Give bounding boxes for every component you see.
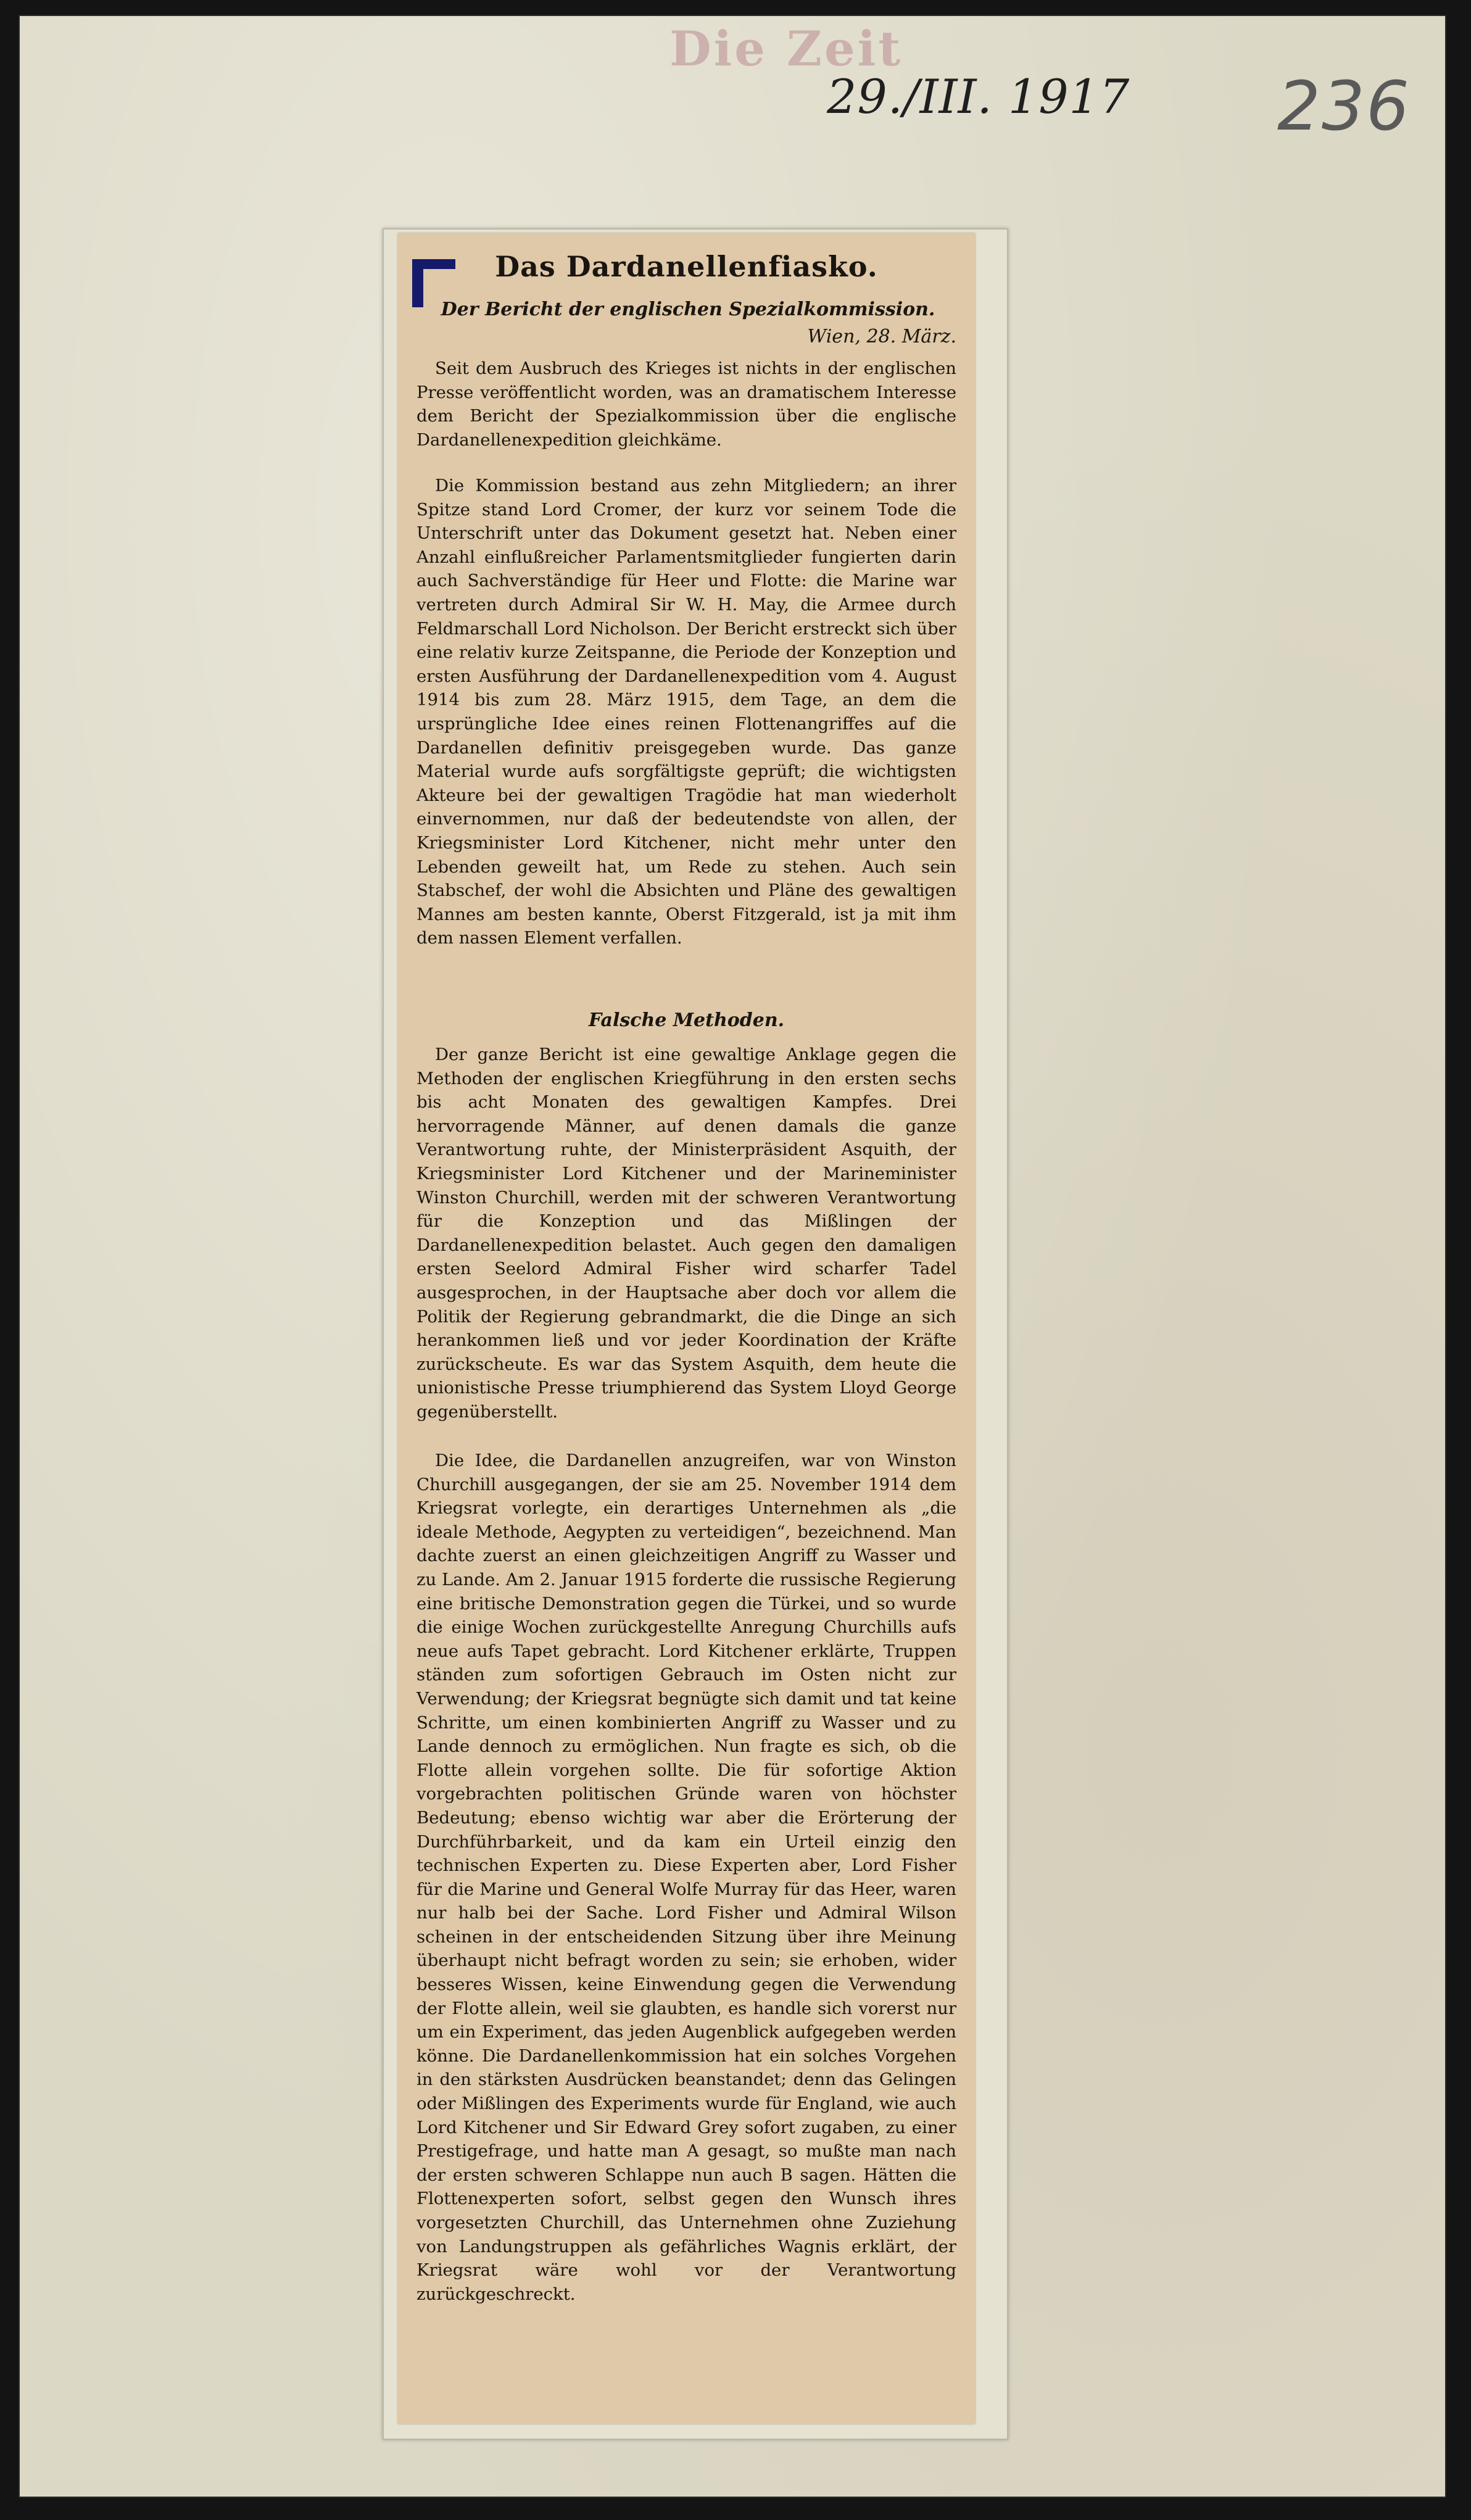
article-subtitle: Der Bericht der englischen Spezialkommission. [441,299,935,320]
page-number: 236 [1277,67,1411,146]
article-title: Das Dardanellenfiasko. [495,250,878,283]
newspaper-stamp: Die Zeit [669,21,903,77]
newspaper-clipping [398,233,975,2424]
blue-pencil-mark-top [412,259,455,269]
section-heading: Falsche Methoden. [588,1009,785,1031]
paragraph-4: Die Idee, die Dardanellen anzugreifen, war von Winston Churchill ausgegangen, der sie am 25. November 1914 dem Kriegsrat vorlegte, ein derartiges Unternehmen als „die ideale Methode, Aegypten zu verteidigen“, bezeichnend. Man dachte zuerst an einen gleichzeitigen Angriff zu Wasser und zu Lande. Am 2. Januar 1915 forderte die russische Regierung eine britische Demonstration gegen die Türkei, und so wurde die einige Wochen zurückgestellte Anregung Churchills aufs neue aufs Tapet gebracht. Lord Kitchener erklärte, Truppen ständen zum sofortigen Gebrauch im Osten nicht zur Verwendung; der Kriegsrat begnügte sich damit und tat keine Schritte, um einen kombinierten Angriff zu Wasser und zu Lande dennoch zu ermöglichen. Nun fragte es sich, ob die Flotte allein vorgehen sollte. Die für sofortige Aktion vorgebrachten politischen Gründe waren von höchster Bedeutung; ebenso wichtig war aber die Erörterung der Durchführbarkeit, und da kam ein Urteil einzig den technischen Experten zu. Diese Experten aber, Lord Fisher für die Marine und General Wolfe Murray für das Heer, waren nur halb bei der Sache. Lord Fisher und Admiral Wilson scheinen in der entscheidenden Sitzung über ihre Meinung überhaupt nicht befragt worden zu sein; sie erhoben, wider besseres Wissen, keine Einwendung gegen die Verwendung der Flotte allein, weil sie glaubten, es handle sich vorerst nur um ein Experiment, das jeden Augenblick aufgegeben werden könne. Die Dardanellenkommission hat ein solches Vorgehen in den stärksten Ausdrücken beanstandet; denn das Gelingen oder Mißlingen des Experiments wurde für England, wie auch Lord Kitchener und Sir Edward Grey sofort zugaben, zu einer Prestigefrage, und hatte man A gesagt, so mußte man nach der ersten schweren Schlappe nun auch B sagen. Hätten die Flottenexperten sofort, selbst gegen den Wunsch ihres vorgesetzten Churchill, das Unternehmen ohne Zuziehung von Landungstruppen als gefährliches Wagnis erklärt, der Kriegsrat wäre wohl vor der Verantwortung zurückgeschreckt. [416,1451,956,2304]
article-dateline: Wien, 28. März. [807,326,956,347]
paragraph-2: Die Kommission bestand aus zehn Mitgliedern; an ihrer Spitze stand Lord Cromer, der kurz vor seinem Tode die Unterschrift unter das Dokument gesetzt hat. Neben einer Anzahl einflußreicher Parlamentsmitglieder fungierten darin auch Sachverständige für Heer und Flotte: die Marine war vertreten durch Admiral Sir W. H. May, die Armee durch Feldmarschall Lord Nicholson. Der Bericht erstreckt sich über eine relativ kurze Zeitspanne, die Periode der Konzeption und ersten Ausführung der Dardanellenexpedition vom 4. August 1914 bis zum 28. März 1915, dem Tage, an dem die ursprüngliche Idee eines reinen Flottenangriffes auf die Dardanellen definitiv preisgegeben wurde. Das ganze Material wurde aufs sorgfältigste geprüft; die wichtigsten Akteure bei der gewaltigen Tragödie hat man wiederholt einvernommen, nur daß der bedeutendste von allen, der Kriegsminister Lord Kitchener, nicht mehr unter den Lebenden geweilt hat, um Rede zu stehen. Auch sein Stabschef, der wohl die Absichten und Pläne des gewaltigen Mannes am besten kannte, Oberst Fitzgerald, ist ja mit ihm dem nassen Element verfallen. [416,476,956,948]
handwritten-date: 29./III. 1917 [827,69,1130,124]
paragraph-3: Der ganze Bericht ist eine gewaltige Anklage gegen die Methoden der englischen Kriegführung in den ersten sechs bis acht Monaten des gewaltigen Kampfes. Drei hervorragende Männer, auf denen damals die ganze Verantwortung ruhte, der Ministerpräsident Asquith, der Kriegsminister Lord Kitchener und der Marineminister Winston Churchill, werden mit der schweren Verantwortung für die Konzeption und das Mißlingen der Dardanellenexpedition belastet. Auch gegen den damaligen ersten Seelord Admiral Fisher wird scharfer Tadel ausgesprochen, in der Hauptsache aber doch vor allem die Politik der Regierung gebrandmarkt, die die Dinge an sich herankommen ließ und vor jeder Koordination der Kräfte zurückscheute. Es war das System Asquith, dem heute die unionistische Presse triumphierend das System Lloyd George gegenüberstellt. [416,1045,956,1422]
paragraph-1: Seit dem Ausbruch des Krieges ist nichts in der englischen Presse veröffentlicht worden, was an dramatischem Interesse dem Bericht der Spezialkommission über die englische Dardanellenexpedition gleichkäme. [416,359,956,450]
